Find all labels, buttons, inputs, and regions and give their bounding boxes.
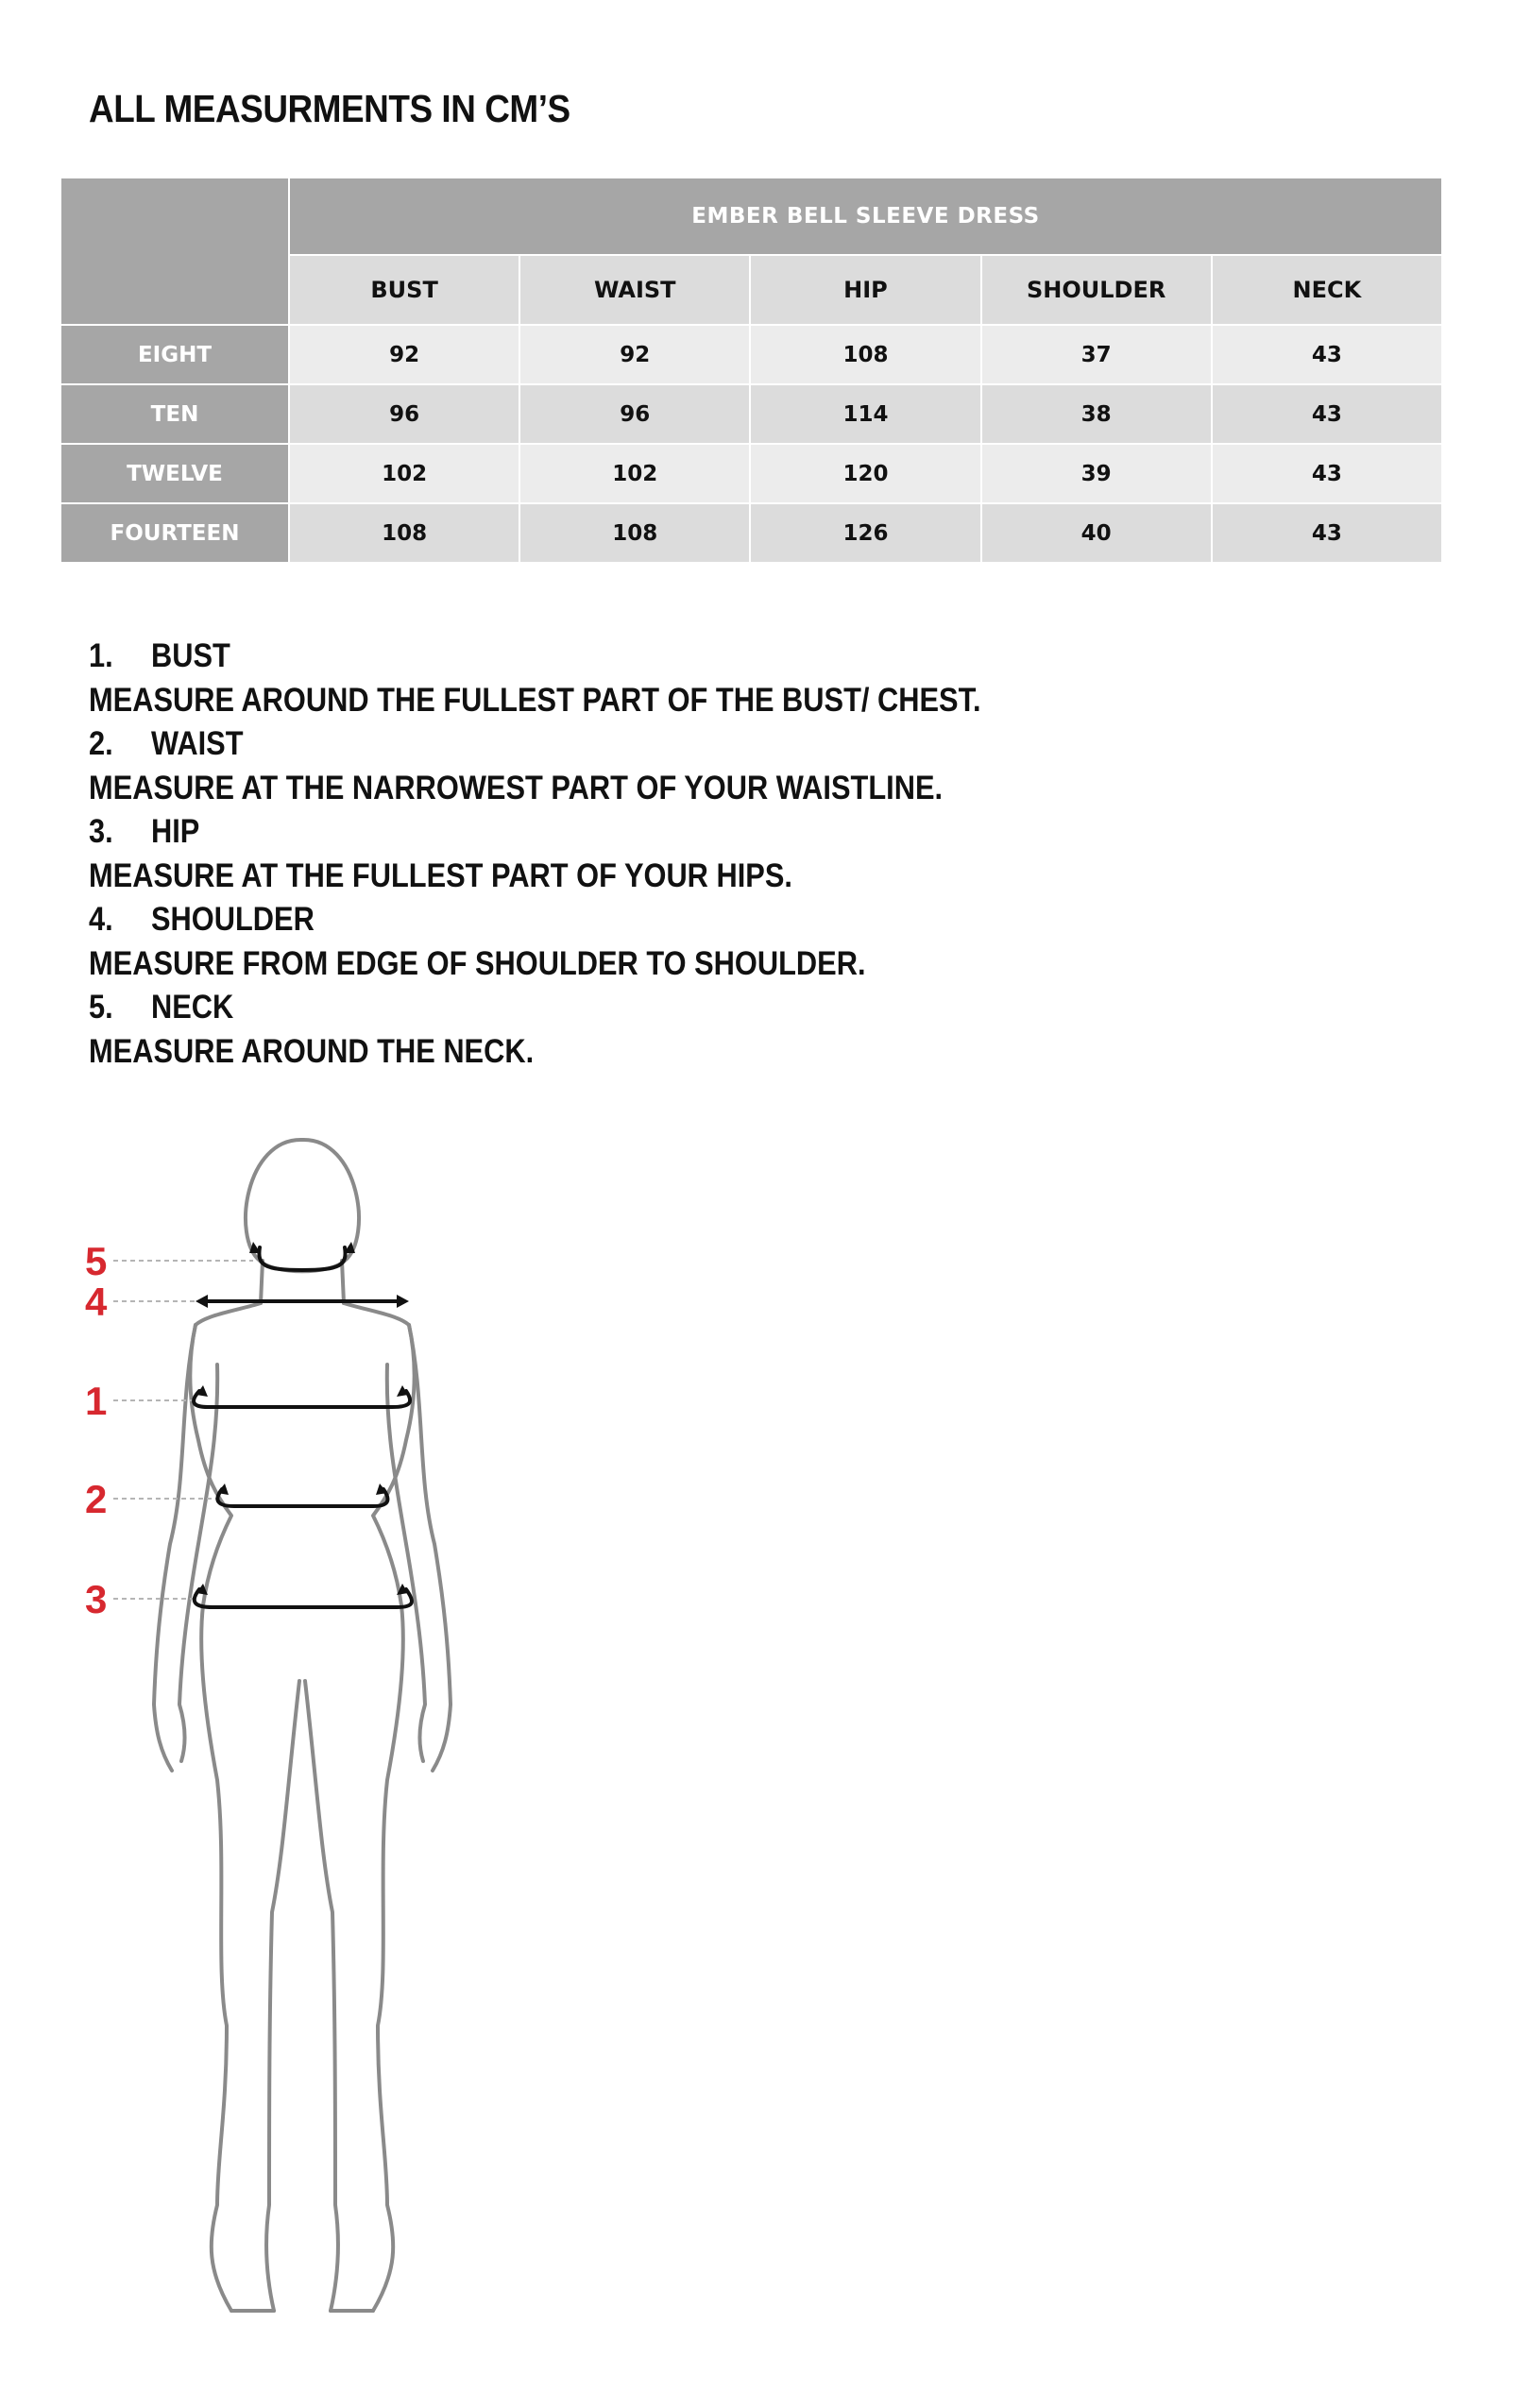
instruction-heading: WAIST [151,725,244,762]
table-cell: 108 [519,503,750,563]
body-outline-svg [76,1119,472,2318]
table-cell: 39 [981,444,1212,503]
left-body-outline [190,1303,261,2311]
instruction-heading: SHOULDER [151,901,315,938]
table-corner [60,178,289,325]
waist-measure-line [217,1489,387,1506]
column-header-neck: NECK [1212,255,1442,325]
table-cell: 96 [519,384,750,444]
instruction-heading: HIP [151,813,200,850]
hip-measure-line [195,1589,412,1607]
instruction-heading: BUST [151,637,230,674]
body-measurement-figure [76,1119,472,2318]
head-outline [246,1140,359,1271]
instruction-hip [89,810,1086,898]
table-cell: 108 [750,325,980,384]
table-cell: 43 [1212,503,1442,563]
instruction-number: 3. [89,813,113,850]
table-cell: 92 [519,325,750,384]
instruction-text: MEASURE AT THE NARROWEST PART OF YOUR WAISTLINE. [89,769,944,806]
marker-3: 3 [85,1577,108,1621]
table-cell: 37 [981,325,1212,384]
column-header-hip: HIP [750,255,980,325]
size-label: EIGHT [60,325,289,384]
table-cell: 114 [750,384,980,444]
instruction-text: MEASURE AROUND THE FULLEST PART OF THE BUST/ CHEST. [89,681,981,719]
page-title: ALL MEASURMENTS IN CM’S [89,87,570,130]
column-header-bust: BUST [289,255,519,325]
instruction-neck [89,986,1086,1074]
table-row [60,325,1442,384]
right-leg-inner [305,1681,338,2311]
column-header-shoulder: SHOULDER [981,255,1212,325]
instruction-bust [89,635,1086,722]
bust-measure-line [194,1391,410,1407]
table-row [60,444,1442,503]
column-header-waist: WAIST [519,255,750,325]
instruction-text: MEASURE AT THE FULLEST PART OF YOUR HIPS. [89,856,792,894]
table-cell: 40 [981,503,1212,563]
size-chart-table [60,177,1443,564]
right-body-outline [344,1303,415,2311]
measurement-arrowheads [196,1242,409,1595]
marker-2: 2 [85,1477,108,1521]
marker-1: 1 [85,1379,108,1423]
neck-measure-line [259,1247,345,1270]
table-cell: 102 [519,444,750,503]
table-cell: 92 [289,325,519,384]
body-outline [154,1140,451,2311]
instruction-text: MEASURE AROUND THE NECK. [89,1032,535,1070]
instruction-number: 1. [89,637,113,674]
left-leg-inner [266,1681,299,2311]
instruction-shoulder [89,898,1086,986]
table-row [60,503,1442,563]
table-caption: EMBER BELL SLEEVE DRESS [289,178,1442,255]
instruction-text: MEASURE FROM EDGE OF SHOULDER TO SHOULDER. [89,944,866,982]
table-cell: 102 [289,444,519,503]
measurement-instructions [89,635,1086,1074]
table-row [60,384,1442,444]
instruction-waist [89,722,1086,810]
instruction-number: 2. [89,725,113,762]
table-cell: 120 [750,444,980,503]
size-label: TEN [60,384,289,444]
size-label: TWELVE [60,444,289,503]
measurement-markers [85,1239,108,1621]
instruction-number: 4. [89,901,113,938]
table-cell: 43 [1212,325,1442,384]
size-label: FOURTEEN [60,503,289,563]
table-cell: 43 [1212,384,1442,444]
table-cell: 126 [750,503,980,563]
marker-5: 5 [85,1239,108,1283]
instruction-heading: NECK [151,989,234,1026]
table-cell: 108 [289,503,519,563]
table-cell: 96 [289,384,519,444]
measurement-lines [194,1247,412,1607]
marker-4: 4 [85,1280,108,1324]
instruction-number: 5. [89,989,113,1026]
table-cell: 43 [1212,444,1442,503]
table-cell: 38 [981,384,1212,444]
